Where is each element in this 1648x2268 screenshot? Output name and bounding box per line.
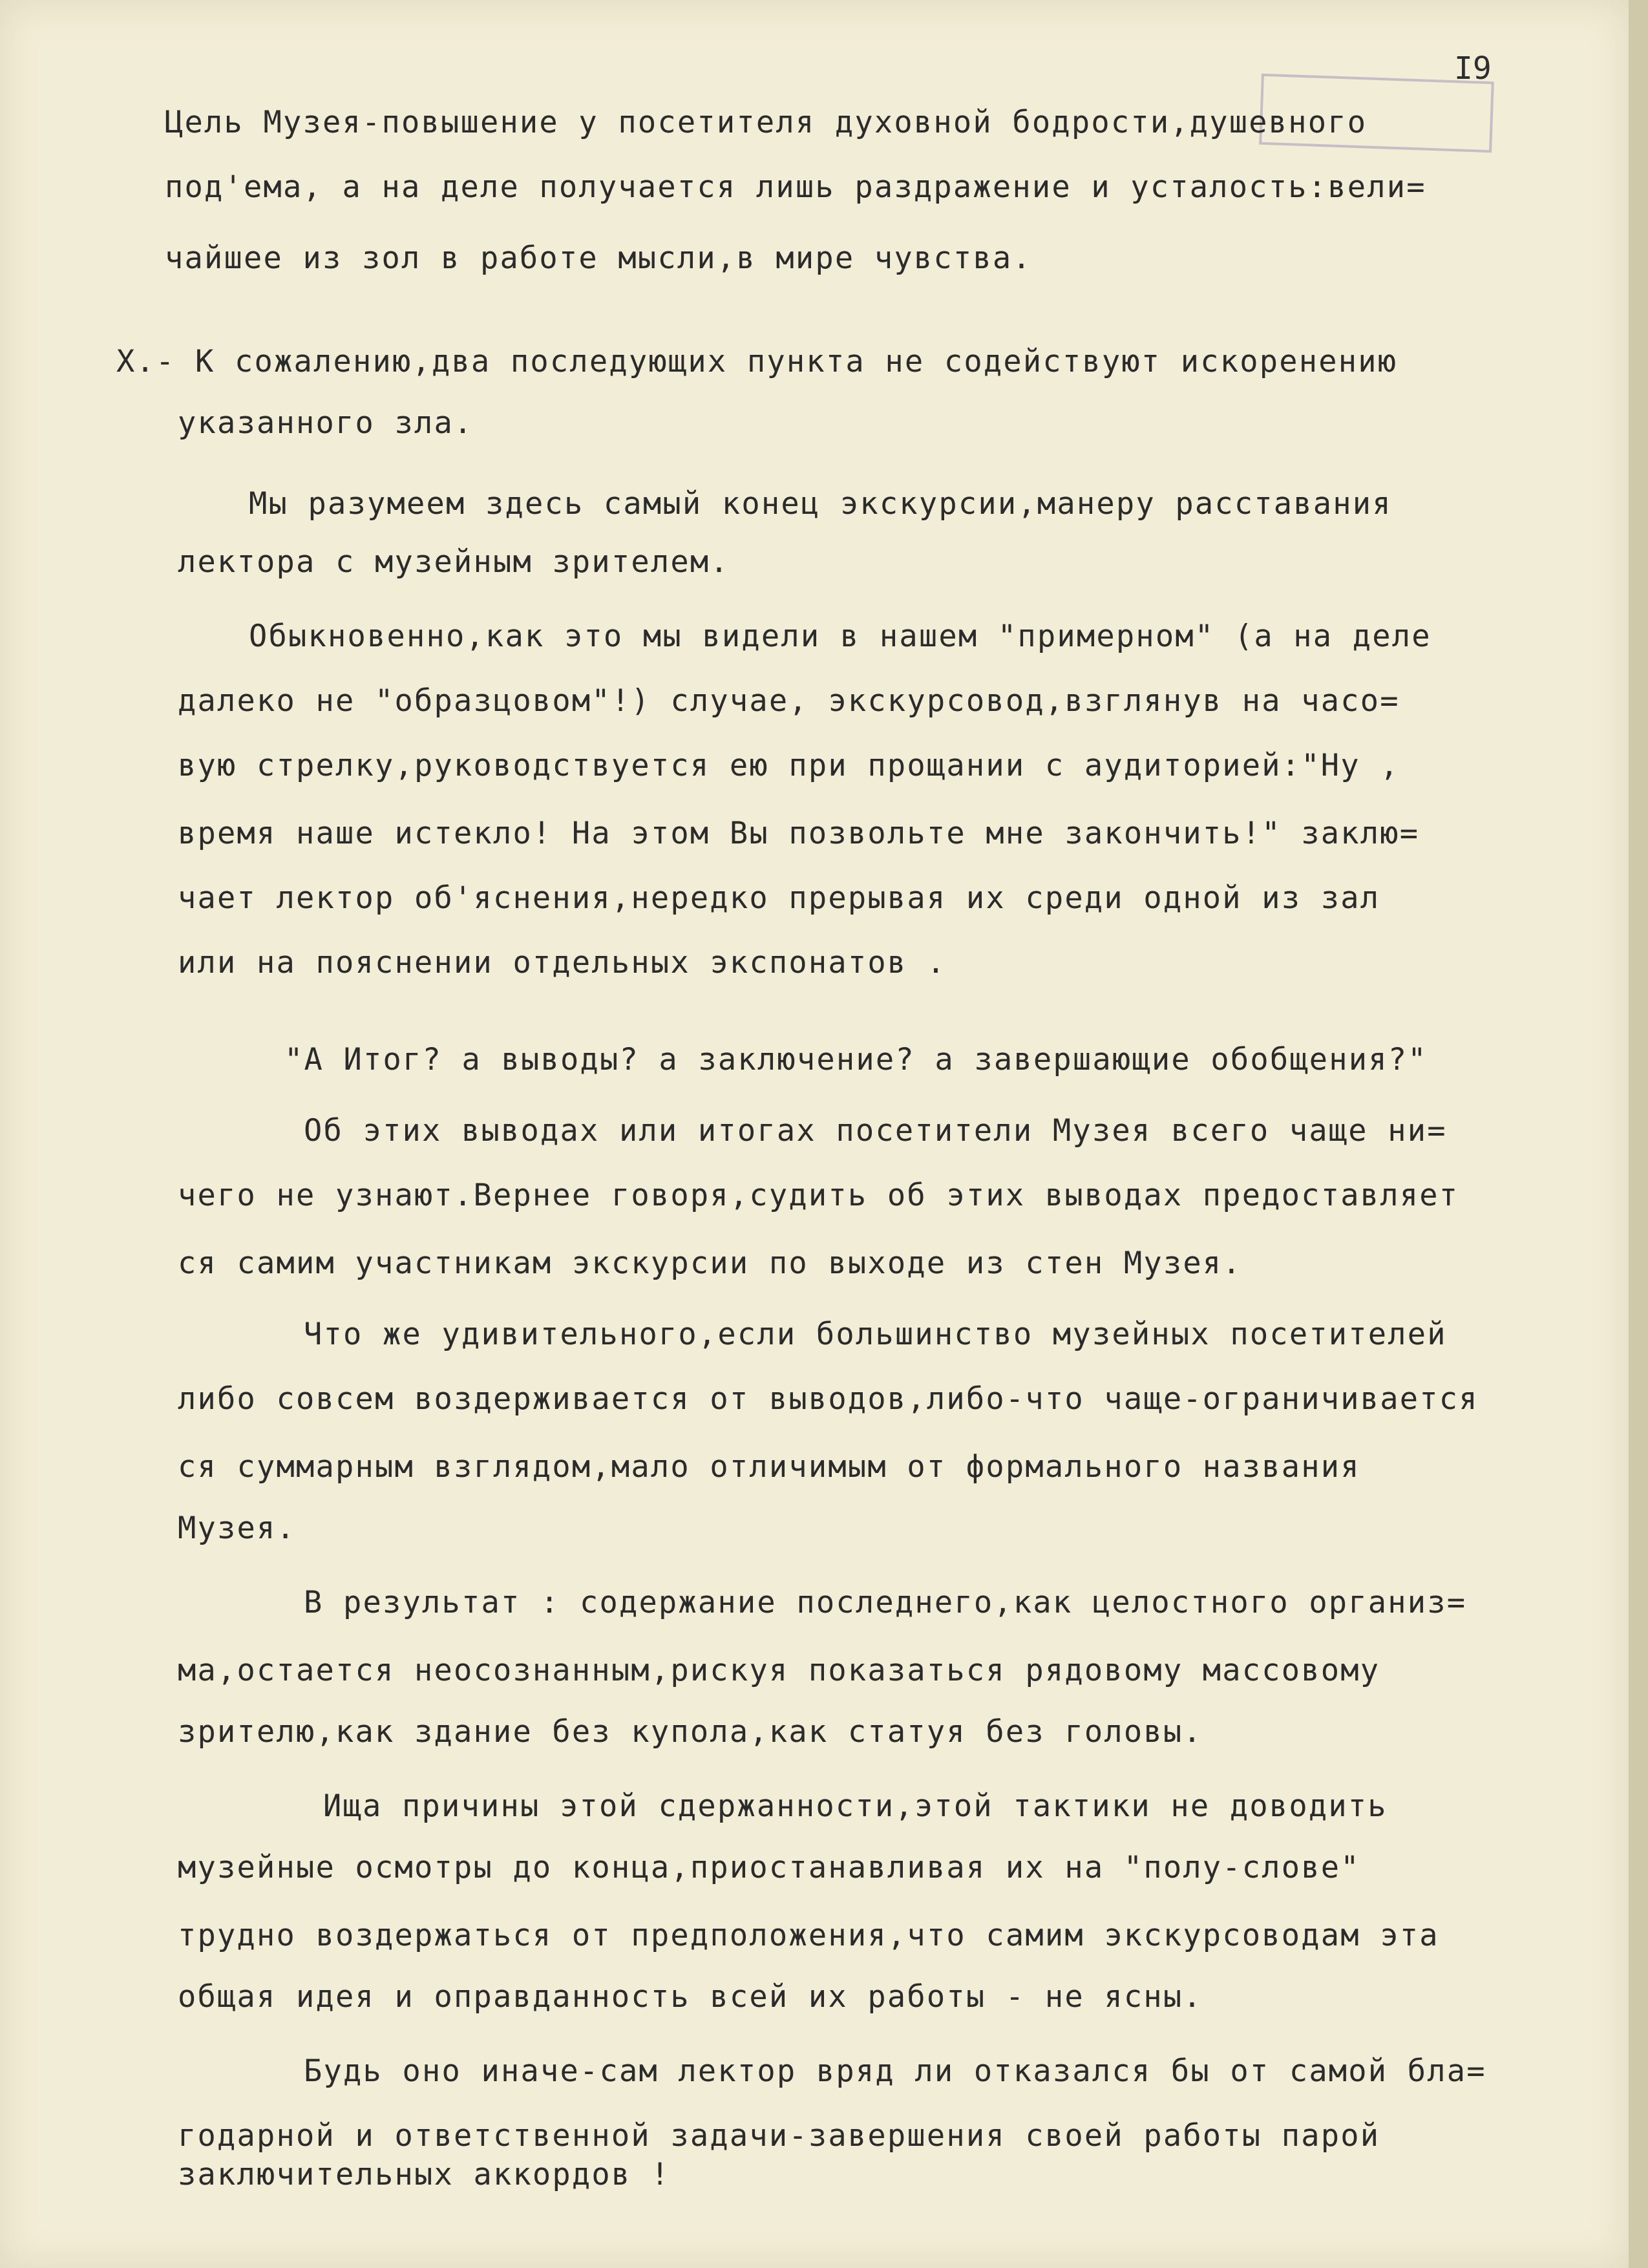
text-line: под'ема, а на деле получается лишь раздражение и усталость:вели=	[165, 169, 1426, 205]
text-line: ма,остается неосознанным,рискуя показаться рядовому массовому	[178, 1653, 1380, 1688]
text-line: время наше истекло! На этом Вы позвольте мне закончить!" заклю=	[178, 816, 1420, 851]
text-line: ся суммарным взглядом,мало отличимым от формального названия	[178, 1449, 1360, 1485]
text-line: музейные осмотры до конца,приостанавливая их на "полу-слове"	[178, 1850, 1360, 1885]
text-line: чает лектор об'яснения,нередко прерывая их среди одной из зал	[178, 880, 1380, 916]
text-line: Что же удивительного,если большинство музейных посетителей	[304, 1317, 1447, 1352]
text-line: далеко не "образцовом"!) случае, экскурсовод,взглянув на часо=	[178, 683, 1400, 719]
text-line: Об этих выводах или итогах посетители Музея всего чаще ни=	[304, 1113, 1447, 1149]
text-line: или на пояснении отдельных экспонатов .	[178, 945, 947, 980]
text-line: Мы разумеем здесь самый конец экскурсии,манеру расставания	[249, 486, 1392, 522]
text-line: зрителю,как здание без купола,как статуя без головы.	[178, 1714, 1203, 1750]
text-line: чайшее из зол в работе мысли,в мире чувства.	[165, 240, 1032, 276]
text-line: Будь оно иначе-сам лектор вряд ли отказался бы от самой бла=	[304, 2053, 1486, 2089]
text-line: лектора с музейным зрителем.	[178, 544, 730, 580]
text-line: чего не узнают.Вернее говоря,судить об этих выводах предоставляет	[178, 1178, 1459, 1213]
text-line: Музея.	[178, 1510, 296, 1546]
text-line: либо совсем воздерживается от выводов,либо-что чаще-ограничивается	[178, 1381, 1479, 1417]
text-line: В результат : содержание последнего,как целостного организ=	[304, 1585, 1467, 1620]
paper-edge	[1629, 0, 1648, 2268]
text-line: общая идея и оправданность всей их работы - не ясны.	[178, 1979, 1203, 2015]
text-line: заключительных аккордов !	[178, 2157, 671, 2192]
text-line: трудно воздержаться от предположения,что самим экскурсоводам эта	[178, 1918, 1439, 1953]
text-line: X.- К сожалению,два последующих пункта не содействуют искоренению	[116, 344, 1398, 379]
text-line: годарной и ответственной задачи-завершения своей работы парой	[178, 2118, 1380, 2154]
text-line: "А Итог? а выводы? а заключение? а завершающие обобщения?"	[284, 1042, 1428, 1077]
text-line: Цель Музея-повышение у посетителя духовной бодрости,душевного	[165, 105, 1368, 140]
text-line: Ища причины этой сдержанности,этой тактики не доводить	[323, 1788, 1388, 1824]
text-line: вую стрелку,руководствуется ею при прощании с аудиторией:"Ну ,	[178, 748, 1400, 783]
text-line: указанного зла.	[178, 405, 474, 441]
text-line: ся самим участникам экскурсии по выходе из стен Музея.	[178, 1245, 1242, 1281]
text-line: Обыкновенно,как это мы видели в нашем "примерном" (а на деле	[249, 619, 1431, 654]
page-number: I9	[1454, 50, 1492, 87]
